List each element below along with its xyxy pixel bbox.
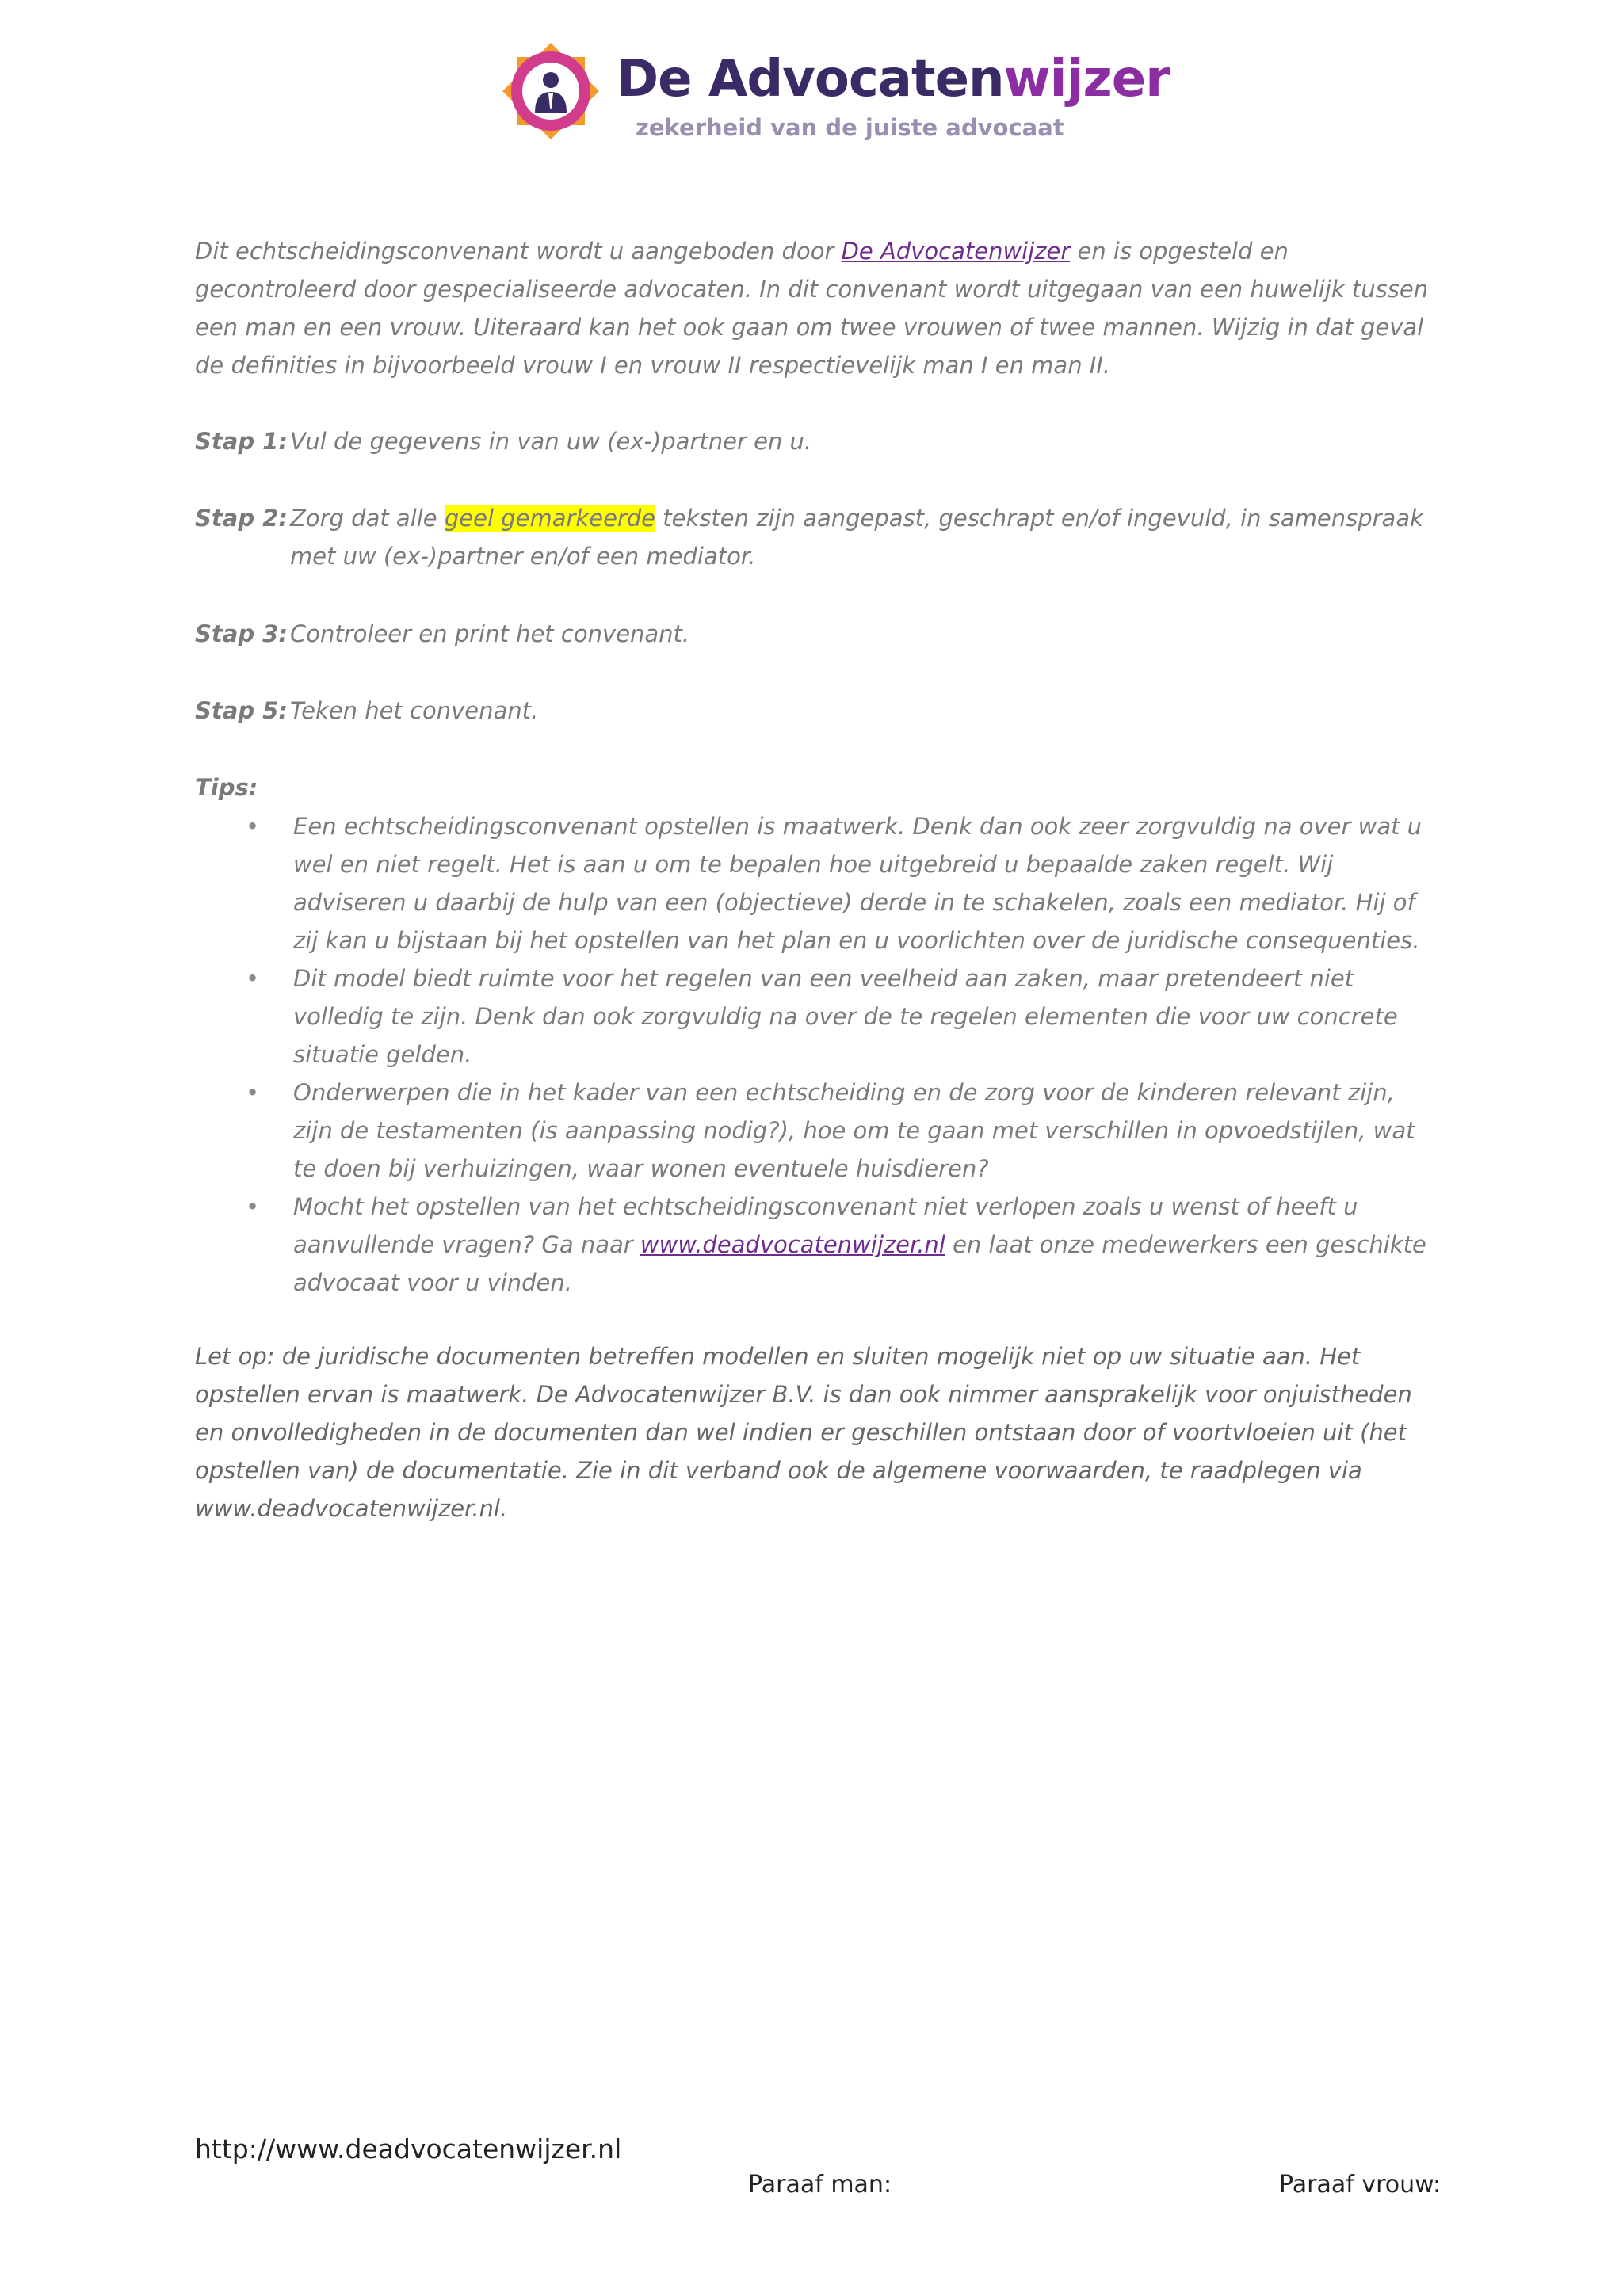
website-link[interactable]: www.deadvocatenwijzer.nl (640, 1231, 945, 1258)
tips-list (195, 807, 1447, 1302)
step-text-after: teksten zijn aangepast, geschrapt en/of ingevuld, in samenspraak met uw (ex-)partner en/of een mediator. (290, 505, 1423, 570)
step-text (290, 499, 1439, 575)
step-text: Vul de gegevens in van uw (ex-)partner en u. (290, 428, 812, 455)
list-item (195, 807, 1447, 959)
footer-url[interactable]: http://www.deadvocatenwijzer.nl (195, 2134, 622, 2164)
step-text-before: Zorg dat alle (290, 505, 445, 532)
tip-text-before: Mocht het opstellen van het echtscheidingsconvenant niet verlopen zoals u wenst of heeft u aanvullende vragen? Ga naar (293, 1193, 1358, 1258)
step-label: Stap 5: (195, 697, 288, 724)
logo-title (617, 50, 1170, 109)
step-text: Teken het convenant. (290, 697, 539, 724)
list-item (195, 1188, 1447, 1302)
bullet-icon: • (246, 1079, 260, 1106)
logo-tagline: zekerheid van de juiste advocaat (636, 114, 1064, 141)
intro-text-before: Dit echtscheidingsconvenant wordt u aangeboden door (195, 238, 842, 265)
list-item (195, 1074, 1447, 1188)
step-label: Stap 2: (195, 505, 288, 532)
tip-text (293, 1188, 1434, 1302)
step-label: Stap 1: (195, 428, 288, 455)
person-badge-icon (499, 41, 602, 144)
logo-title-part2: wijzer (1003, 50, 1170, 109)
intro-link[interactable]: De Advocatenwijzer (841, 238, 1071, 265)
highlighted-text: geel gemarkeerde (444, 505, 656, 532)
paraaf-vrouw-label: Paraaf vrouw: (1279, 2171, 1442, 2199)
bullet-icon: • (246, 1193, 260, 1220)
tip-text: Een echtscheidingsconvenant opstellen is maatwerk. Denk dan ook zeer zorgvuldig na over wat u wel en niet regelt. Het is aan u om te bepalen hoe uitgebreid u bepaalde zaken regelt. Wij adviseren u daarbij de hulp van een (objectieve) derde in te schakelen, zoals een mediator. Hij of zij kan u bijstaan bij het opstellen van het plan en u voorlichten over de juridische consequenties. (293, 813, 1423, 954)
tip-text-after: en laat onze medewerkers een geschikte advocaat voor u vinden. (293, 1231, 1426, 1296)
step-label: Stap 3: (195, 620, 288, 647)
logo-title-part1: De Advocaten (617, 50, 1004, 109)
logo (499, 41, 1170, 152)
bullet-icon: • (246, 965, 260, 992)
tips-title: Tips: (195, 774, 258, 801)
intro-text-after: en is opgesteld en gecontroleerd door gespecialiseerde advocaten. In dit convenant wordt uitgegaan van een huwelijk tussen een man en een vrouw. Uiteraard kan het ook gaan om twee vrouwen of twee mannen. Wijzig in dat geval de definities in bijvoorbeeld vrouw I en vrouw II respectievelijk man I en man II. (195, 238, 1429, 379)
disclaimer-paragraph: Let op: de juridische documenten betreffen modellen en sluiten mogelijk niet op uw situatie aan. Het opstellen ervan is maatwerk. De Advocatenwijzer B.V. is dan ook nimmer aansprakelijk voor onjuistheden en onvolledigheden in de documenten dan wel indien er geschillen ontstaan door of voortvloeien uit (het opstellen van) de documentatie. Zie in dit verband ook de algemene voorwaarden, te raadplegen via www.deadvocatenwijzer.nl. (195, 1343, 1412, 1522)
list-item (195, 959, 1447, 1074)
bullet-icon: • (246, 813, 260, 840)
tip-text: Onderwerpen die in het kader van een echtscheiding en de zorg voor de kinderen relevant zijn, zijn de testamenten (is aanpassing nodig?), hoe om te gaan met verschillen in opvoedstijlen, wat te doen bij verhuizingen, waar wonen eventuele huisdieren? (293, 1079, 1415, 1182)
step-text: Controleer en print het convenant. (290, 620, 690, 647)
intro-paragraph (195, 232, 1447, 384)
tip-text: Dit model biedt ruimte voor het regelen van een veelheid aan zaken, maar pretendeert niet volledig te zijn. Denk dan ook zorgvuldig na over de te regelen elementen die voor uw concrete situatie gelden. (293, 965, 1398, 1068)
paraaf-man-label: Paraaf man: (748, 2171, 892, 2199)
